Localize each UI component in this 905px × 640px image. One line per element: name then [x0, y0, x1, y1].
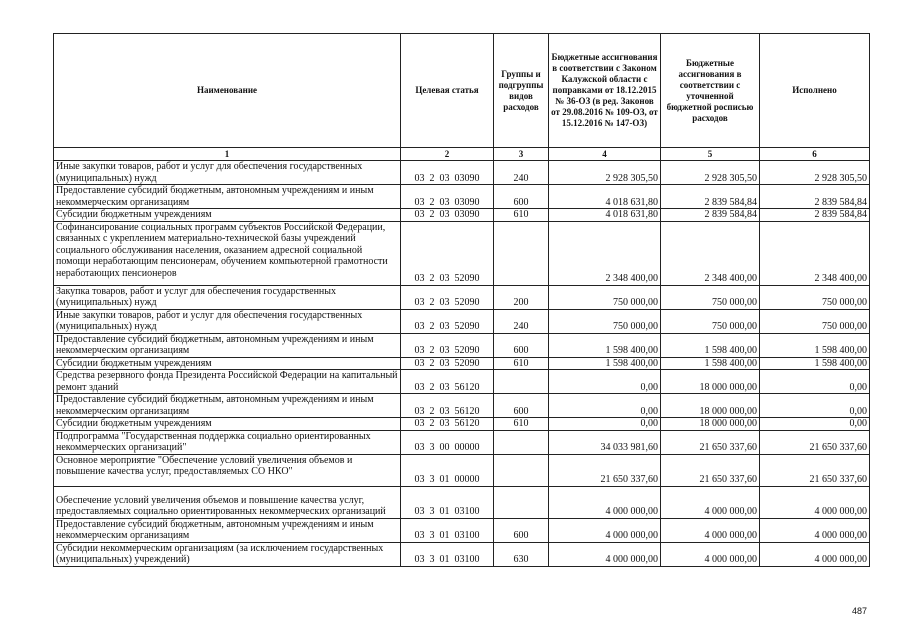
row-expense-group: 610: [494, 418, 549, 431]
row-law-value: 1 598 400,00: [549, 333, 661, 357]
table-row: [54, 309, 870, 333]
row-law-value: 4 000 000,00: [549, 486, 661, 518]
row-expense-group: 600: [494, 518, 549, 542]
table-row: [54, 370, 870, 394]
column-number: 6: [760, 148, 870, 161]
row-expense-group: [494, 454, 549, 486]
table-row: [54, 394, 870, 418]
row-executed-value: 0,00: [760, 370, 870, 394]
row-schedule-value: 750 000,00: [661, 285, 760, 309]
column-number: 2: [401, 148, 494, 161]
table-header-row: [54, 34, 870, 148]
row-law-value: 4 018 631,80: [549, 209, 661, 222]
table-row: [54, 486, 870, 518]
table-row: [54, 209, 870, 222]
row-schedule-value: 1 598 400,00: [661, 357, 760, 370]
row-name: Предоставление субсидий бюджетным, автономным учреждениям и иным некоммерческим организациям: [54, 394, 401, 418]
row-schedule-value: 2 928 305,50: [661, 161, 760, 185]
table-row: [54, 454, 870, 486]
row-expense-group: 630: [494, 542, 549, 566]
row-expense-group: [494, 370, 549, 394]
column-number: 1: [54, 148, 401, 161]
row-name: Субсидии бюджетным учреждениям: [54, 418, 401, 431]
row-name: Основное мероприятие "Обеспечение условий увеличения объемов и повышение качества услуг, предоставляемых СО НКО": [54, 454, 401, 486]
row-target-code: 03 2 03 56120: [401, 394, 494, 418]
header-schedule-allocations: Бюджетные ассигнования в соответствии с уточненной бюджетной росписью расходов: [661, 34, 760, 148]
header-law-allocations: Бюджетные ассигнования в соответствии с Законом Калужской области с поправками от 18.12.2015 № 36-ОЗ (в ред. Законов от 29.08.2016 № 109-ОЗ, от 15.12.2016 № 147-ОЗ): [549, 34, 661, 148]
page-number: 487: [852, 606, 868, 616]
row-schedule-value: 750 000,00: [661, 309, 760, 333]
row-target-code: 03 3 01 03100: [401, 486, 494, 518]
row-name: Софинансирование социальных программ субъектов Российской Федерации, связанных с укреплением материально-технической базы учреждений социального обслуживания населения, оказанием адресной социальной помощи неработающим пенсионерам, обучением компьютерной грамотности неработающих пенсионеров: [54, 221, 401, 285]
row-executed-value: 2 348 400,00: [760, 221, 870, 285]
header-name: Наименование: [54, 34, 401, 148]
row-target-code: 03 3 01 03100: [401, 542, 494, 566]
row-name: Иные закупки товаров, работ и услуг для обеспечения государственных (муниципальных) нужд: [54, 161, 401, 185]
row-expense-group: [494, 221, 549, 285]
row-target-code: 03 3 00 00000: [401, 430, 494, 454]
row-law-value: 34 033 981,60: [549, 430, 661, 454]
table-row: [54, 333, 870, 357]
row-name: Субсидии бюджетным учреждениям: [54, 357, 401, 370]
row-name: Подпрограмма "Государственная поддержка социально ориентированных некоммерческих организаций": [54, 430, 401, 454]
row-target-code: 03 2 03 52090: [401, 309, 494, 333]
row-expense-group: 600: [494, 333, 549, 357]
row-target-code: 03 2 03 56120: [401, 418, 494, 431]
table-row: [54, 430, 870, 454]
row-executed-value: 4 000 000,00: [760, 518, 870, 542]
row-name: Предоставление субсидий бюджетным, автономным учреждениям и иным некоммерческим организациям: [54, 185, 401, 209]
header-target-article: Целевая статья: [401, 34, 494, 148]
row-target-code: 03 2 03 52090: [401, 357, 494, 370]
row-name: Предоставление субсидий бюджетным, автономным учреждениям и иным некоммерческим организациям: [54, 333, 401, 357]
row-law-value: 0,00: [549, 418, 661, 431]
row-schedule-value: 1 598 400,00: [661, 333, 760, 357]
row-target-code: 03 3 01 00000: [401, 454, 494, 486]
row-schedule-value: 21 650 337,60: [661, 430, 760, 454]
header-expense-groups: Группы и подгруппы видов расходов: [494, 34, 549, 148]
row-expense-group: 240: [494, 161, 549, 185]
row-expense-group: 200: [494, 285, 549, 309]
row-name: Иные закупки товаров, работ и услуг для обеспечения государственных (муниципальных) нужд: [54, 309, 401, 333]
row-expense-group: 600: [494, 185, 549, 209]
row-target-code: 03 2 03 52090: [401, 285, 494, 309]
row-expense-group: 240: [494, 309, 549, 333]
row-target-code: 03 2 03 03090: [401, 161, 494, 185]
row-expense-group: 610: [494, 209, 549, 222]
row-law-value: 750 000,00: [549, 285, 661, 309]
row-schedule-value: 21 650 337,60: [661, 454, 760, 486]
column-number: 4: [549, 148, 661, 161]
table-body: [54, 161, 870, 567]
row-expense-group: [494, 486, 549, 518]
row-law-value: 0,00: [549, 370, 661, 394]
row-law-value: 4 000 000,00: [549, 518, 661, 542]
row-executed-value: 2 928 305,50: [760, 161, 870, 185]
row-executed-value: 1 598 400,00: [760, 357, 870, 370]
row-name: Закупка товаров, работ и услуг для обеспечения государственных (муниципальных) нужд: [54, 285, 401, 309]
row-name: Предоставление субсидий бюджетным, автономным учреждениям и иным некоммерческим организациям: [54, 518, 401, 542]
row-executed-value: 0,00: [760, 418, 870, 431]
row-target-code: 03 2 03 03090: [401, 209, 494, 222]
row-schedule-value: 18 000 000,00: [661, 394, 760, 418]
column-number: 5: [661, 148, 760, 161]
row-expense-group: 610: [494, 357, 549, 370]
row-law-value: 2 348 400,00: [549, 221, 661, 285]
row-executed-value: 2 839 584,84: [760, 185, 870, 209]
row-name: Субсидии бюджетным учреждениям: [54, 209, 401, 222]
table-row: [54, 185, 870, 209]
budget-table: [53, 33, 870, 567]
table-row: [54, 418, 870, 431]
table-row: [54, 221, 870, 285]
row-law-value: 4 000 000,00: [549, 542, 661, 566]
row-law-value: 750 000,00: [549, 309, 661, 333]
row-law-value: 4 018 631,80: [549, 185, 661, 209]
row-executed-value: 750 000,00: [760, 285, 870, 309]
row-target-code: 03 2 03 52090: [401, 333, 494, 357]
row-expense-group: 600: [494, 394, 549, 418]
table-row: [54, 285, 870, 309]
row-schedule-value: 18 000 000,00: [661, 370, 760, 394]
row-schedule-value: 2 839 584,84: [661, 185, 760, 209]
row-schedule-value: 4 000 000,00: [661, 542, 760, 566]
header-executed: Исполнено: [760, 34, 870, 148]
row-executed-value: 21 650 337,60: [760, 454, 870, 486]
row-executed-value: 750 000,00: [760, 309, 870, 333]
table-row: [54, 518, 870, 542]
row-target-code: 03 2 03 03090: [401, 185, 494, 209]
row-schedule-value: 4 000 000,00: [661, 518, 760, 542]
row-schedule-value: 18 000 000,00: [661, 418, 760, 431]
column-number-row: [54, 148, 870, 161]
table-row: [54, 357, 870, 370]
table-row: [54, 542, 870, 566]
table-row: [54, 161, 870, 185]
row-law-value: 1 598 400,00: [549, 357, 661, 370]
row-schedule-value: 4 000 000,00: [661, 486, 760, 518]
row-executed-value: 4 000 000,00: [760, 542, 870, 566]
row-law-value: 0,00: [549, 394, 661, 418]
row-schedule-value: 2 839 584,84: [661, 209, 760, 222]
row-executed-value: 21 650 337,60: [760, 430, 870, 454]
row-schedule-value: 2 348 400,00: [661, 221, 760, 285]
column-number: 3: [494, 148, 549, 161]
row-executed-value: 2 839 584,84: [760, 209, 870, 222]
row-law-value: 21 650 337,60: [549, 454, 661, 486]
row-executed-value: 4 000 000,00: [760, 486, 870, 518]
row-target-code: 03 3 01 03100: [401, 518, 494, 542]
row-executed-value: 0,00: [760, 394, 870, 418]
row-name: Обеспечение условий увеличения объемов и повышение качества услуг, предоставляемых социально ориентированных некоммерческих организаций: [54, 486, 401, 518]
row-law-value: 2 928 305,50: [549, 161, 661, 185]
row-name: Средства резервного фонда Президента Российской Федерации на капитальный ремонт зданий: [54, 370, 401, 394]
row-target-code: 03 2 03 56120: [401, 370, 494, 394]
row-target-code: 03 2 03 52090: [401, 221, 494, 285]
row-name: Субсидии некоммерческим организациям (за исключением государственных (муниципальных) учреждений): [54, 542, 401, 566]
row-expense-group: [494, 430, 549, 454]
row-executed-value: 1 598 400,00: [760, 333, 870, 357]
